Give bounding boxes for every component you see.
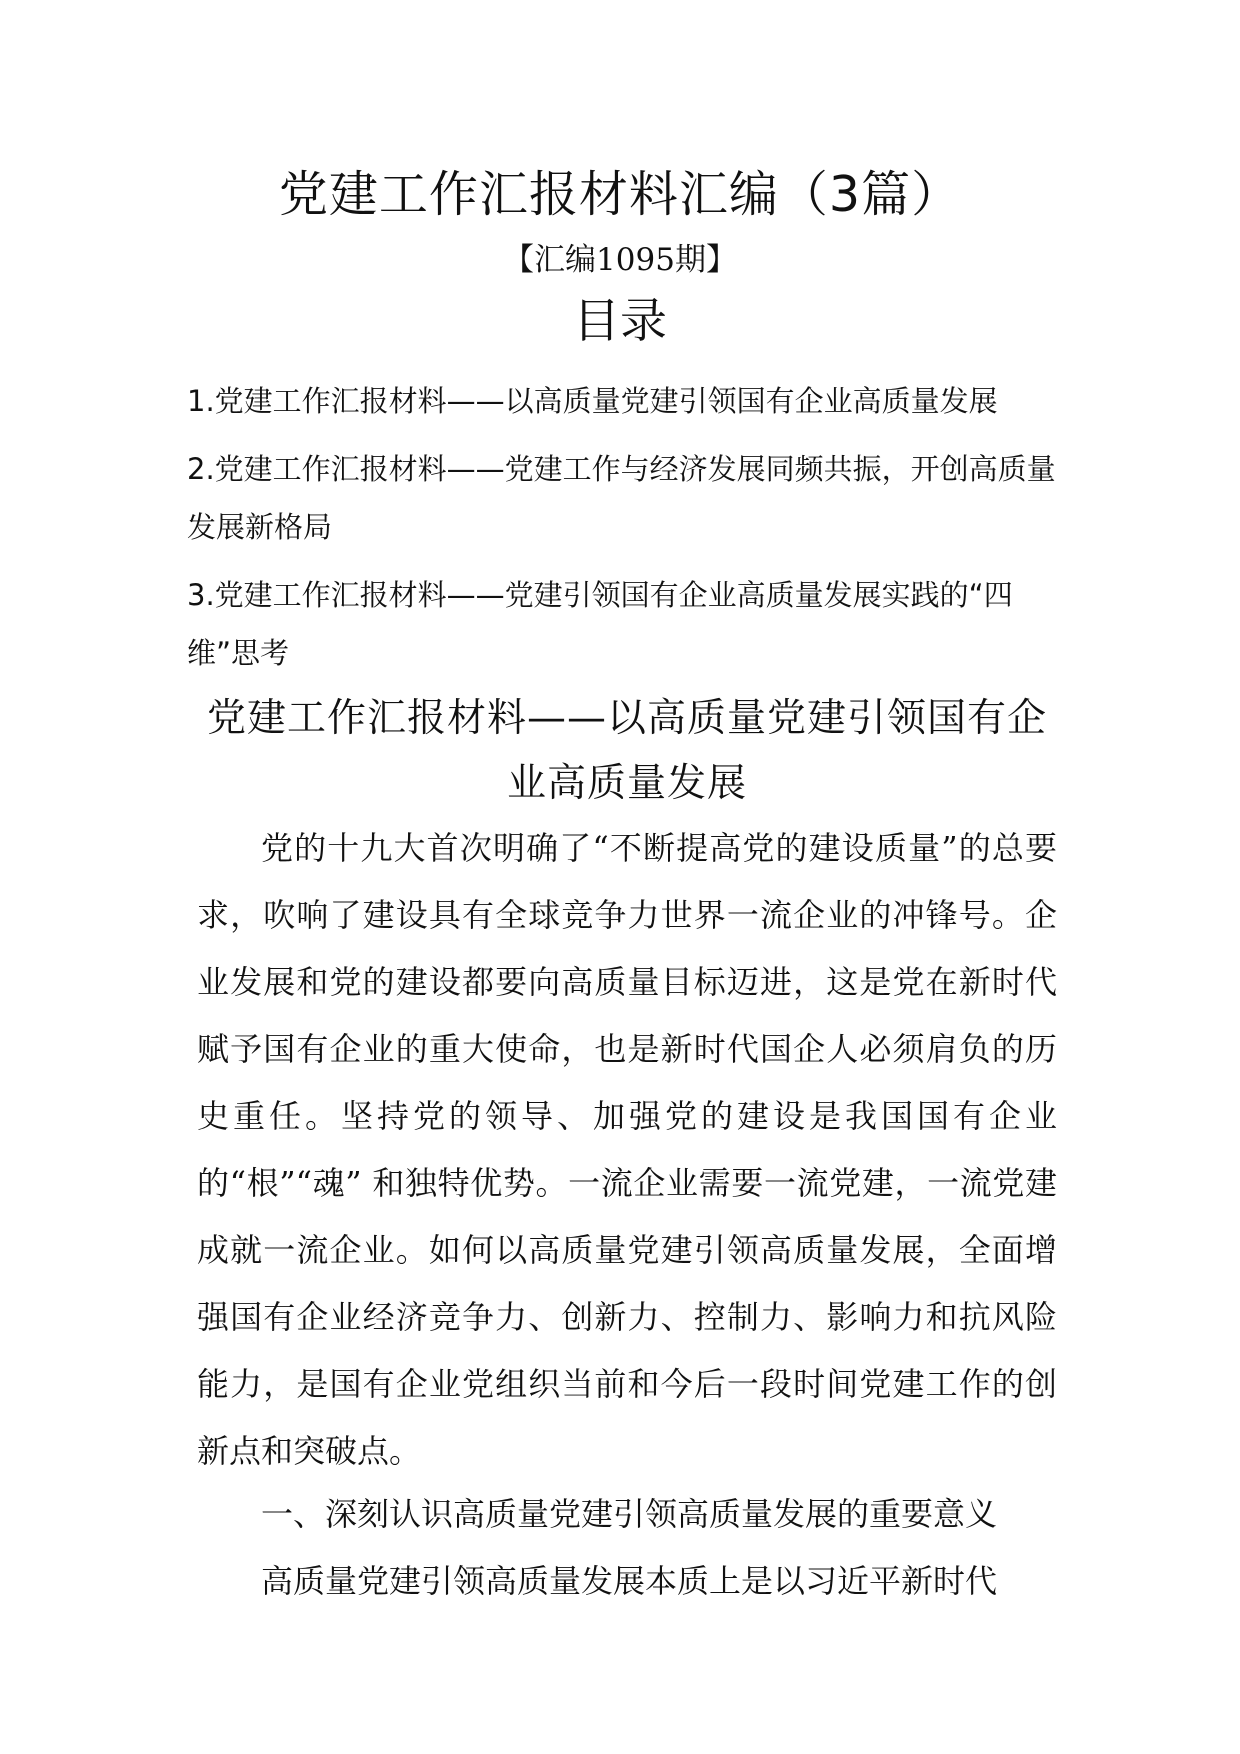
toc-item-3: 3.党建工作汇报材料——党建引领国有企业高质量发展实践的“四维”思考 <box>187 578 1013 670</box>
toc-item-1: 1.党建工作汇报材料——以高质量党建引领国有企业高质量发展 <box>187 384 998 418</box>
section-title: 党建工作汇报材料——以高质量党建引领国有企业高质量发展 <box>206 696 1047 806</box>
document-title: 党建工作汇报材料汇编（3篇） <box>278 166 962 223</box>
toc-heading: 目录 <box>573 294 667 349</box>
subheading: 一、深刻认识高质量党建引领高质量发展的重要意义 <box>261 1495 998 1533</box>
issue-number: 【汇编1095期】 <box>503 242 737 278</box>
body-paragraph-2: 高质量党建引领高质量发展本质上是以习近平新时代 <box>261 1562 998 1600</box>
table-of-contents <box>187 372 1067 692</box>
toc-item-2: 2.党建工作汇报材料——党建工作与经济发展同频共振，开创高质量发展新格局 <box>187 452 1056 544</box>
body-paragraph: 党的十九大首次明确了“不断提高党的建设质量”的总要求，吹响了建设具有全球竞争力世界一流企业的冲锋号。企业发展和党的建设都要向高质量目标迈进，这是党在新时代赋予国有企业的重大使命，也是新时代国企人必须肩负的历史重任。坚持党的领导、加强党的建设是我国国有企业的“根”“魂” 和独特优势。一流企业需要一流党建，一流党建成就一流企业。如何以高质量党建引领高质量发展，全面增强国有企业经济竞争力、创新力、控制力、影响力和抗风险能力，是国有企业党组织当前和今后一段时间党建工作的创新点和突破点。 <box>197 829 1057 1470</box>
